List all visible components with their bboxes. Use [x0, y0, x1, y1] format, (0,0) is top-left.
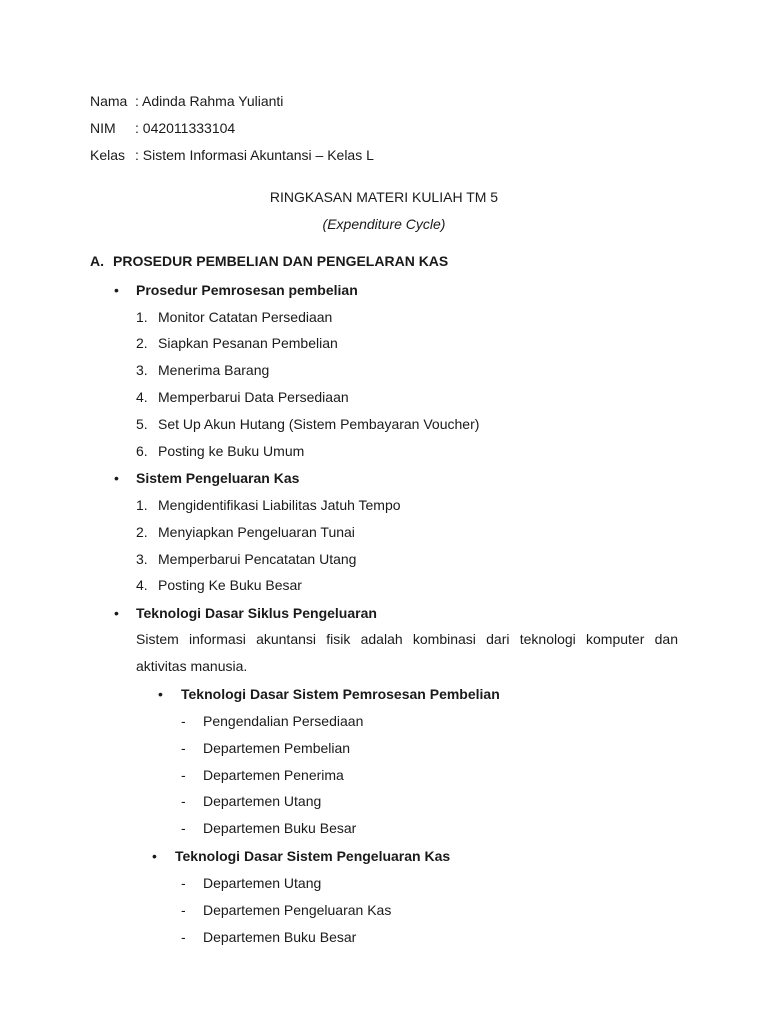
dash-marker: - [181, 929, 186, 945]
list-item-number: 2. [136, 524, 148, 540]
dash-marker: - [181, 740, 186, 756]
bullet-2-symbol: • [114, 470, 119, 486]
section-a-heading: PROSEDUR PEMBELIAN DAN PENGELARAN KAS [113, 253, 449, 269]
sub-bullet-2-heading: Teknologi Dasar Sistem Pengeluaran Kas [175, 848, 451, 864]
list-item: Departemen Buku Besar [203, 929, 357, 945]
nim-label: NIM [90, 120, 116, 136]
sub-bullet-2-symbol: • [152, 848, 157, 864]
list-item: Departemen Buku Besar [203, 820, 357, 836]
paragraph-line: Sistem informasi akuntansi fisik adalah kombinasi dari teknologi komputer dan [136, 631, 678, 647]
kelas-label: Kelas [90, 147, 126, 163]
kelas-value: : Sistem Informasi Akuntansi – Kelas L [135, 147, 374, 163]
dash-marker: - [181, 793, 186, 809]
list-item: Menerima Barang [158, 362, 270, 378]
paragraph-line: aktivitas manusia. [136, 658, 248, 674]
dash-marker: - [181, 820, 186, 836]
list-item: Menyiapkan Pengeluaran Tunai [158, 524, 355, 540]
nim-value: : 042011333104 [135, 120, 236, 136]
nama-label: Nama [90, 93, 128, 109]
dash-marker: - [181, 713, 186, 729]
list-item-number: 4. [136, 577, 148, 593]
list-item: Memperbarui Data Persediaan [158, 389, 349, 405]
list-item: Posting Ke Buku Besar [158, 577, 302, 593]
list-item: Departemen Pengeluaran Kas [203, 902, 392, 918]
list-item: Departemen Pembelian [203, 740, 351, 756]
list-item: Departemen Utang [203, 793, 322, 809]
sub-bullet-1-symbol: • [158, 686, 163, 702]
list-item: Pengendalian Persediaan [203, 713, 364, 729]
section-a-marker: A. [90, 253, 104, 269]
bullet-3-heading: Teknologi Dasar Siklus Pengeluaran [136, 605, 377, 621]
list-item: Memperbarui Pencatatan Utang [158, 551, 357, 567]
sub-bullet-1-heading: Teknologi Dasar Sistem Pemrosesan Pembelian [181, 686, 500, 702]
list-item: Monitor Catatan Persediaan [158, 309, 333, 325]
bullet-1-heading: Prosedur Pemrosesan pembelian [136, 282, 358, 298]
list-item-number: 3. [136, 551, 148, 567]
bullet-2-heading: Sistem Pengeluaran Kas [136, 470, 300, 486]
list-item: Departemen Utang [203, 875, 322, 891]
dash-marker: - [181, 902, 186, 918]
nama-value: : Adinda Rahma Yulianti [135, 93, 284, 109]
list-item-number: 5. [136, 416, 148, 432]
document-subtitle: (Expenditure Cycle) [322, 216, 446, 232]
list-item: Siapkan Pesanan Pembelian [158, 335, 338, 351]
list-item-number: 2. [136, 335, 148, 351]
list-item: Posting ke Buku Umum [158, 443, 305, 459]
dash-marker: - [181, 875, 186, 891]
dash-marker: - [181, 767, 186, 783]
bullet-3-symbol: • [114, 605, 119, 621]
list-item-number: 4. [136, 389, 148, 405]
list-item: Departemen Penerima [203, 767, 344, 783]
list-item: Mengidentifikasi Liabilitas Jatuh Tempo [158, 497, 401, 513]
list-item-number: 3. [136, 362, 148, 378]
document-title: RINGKASAN MATERI KULIAH TM 5 [269, 189, 499, 205]
list-item-number: 6. [136, 443, 148, 459]
list-item: Set Up Akun Hutang (Sistem Pembayaran Voucher) [158, 416, 480, 432]
list-item-number: 1. [136, 309, 148, 325]
list-item-number: 1. [136, 497, 148, 513]
bullet-1-symbol: • [114, 282, 119, 298]
